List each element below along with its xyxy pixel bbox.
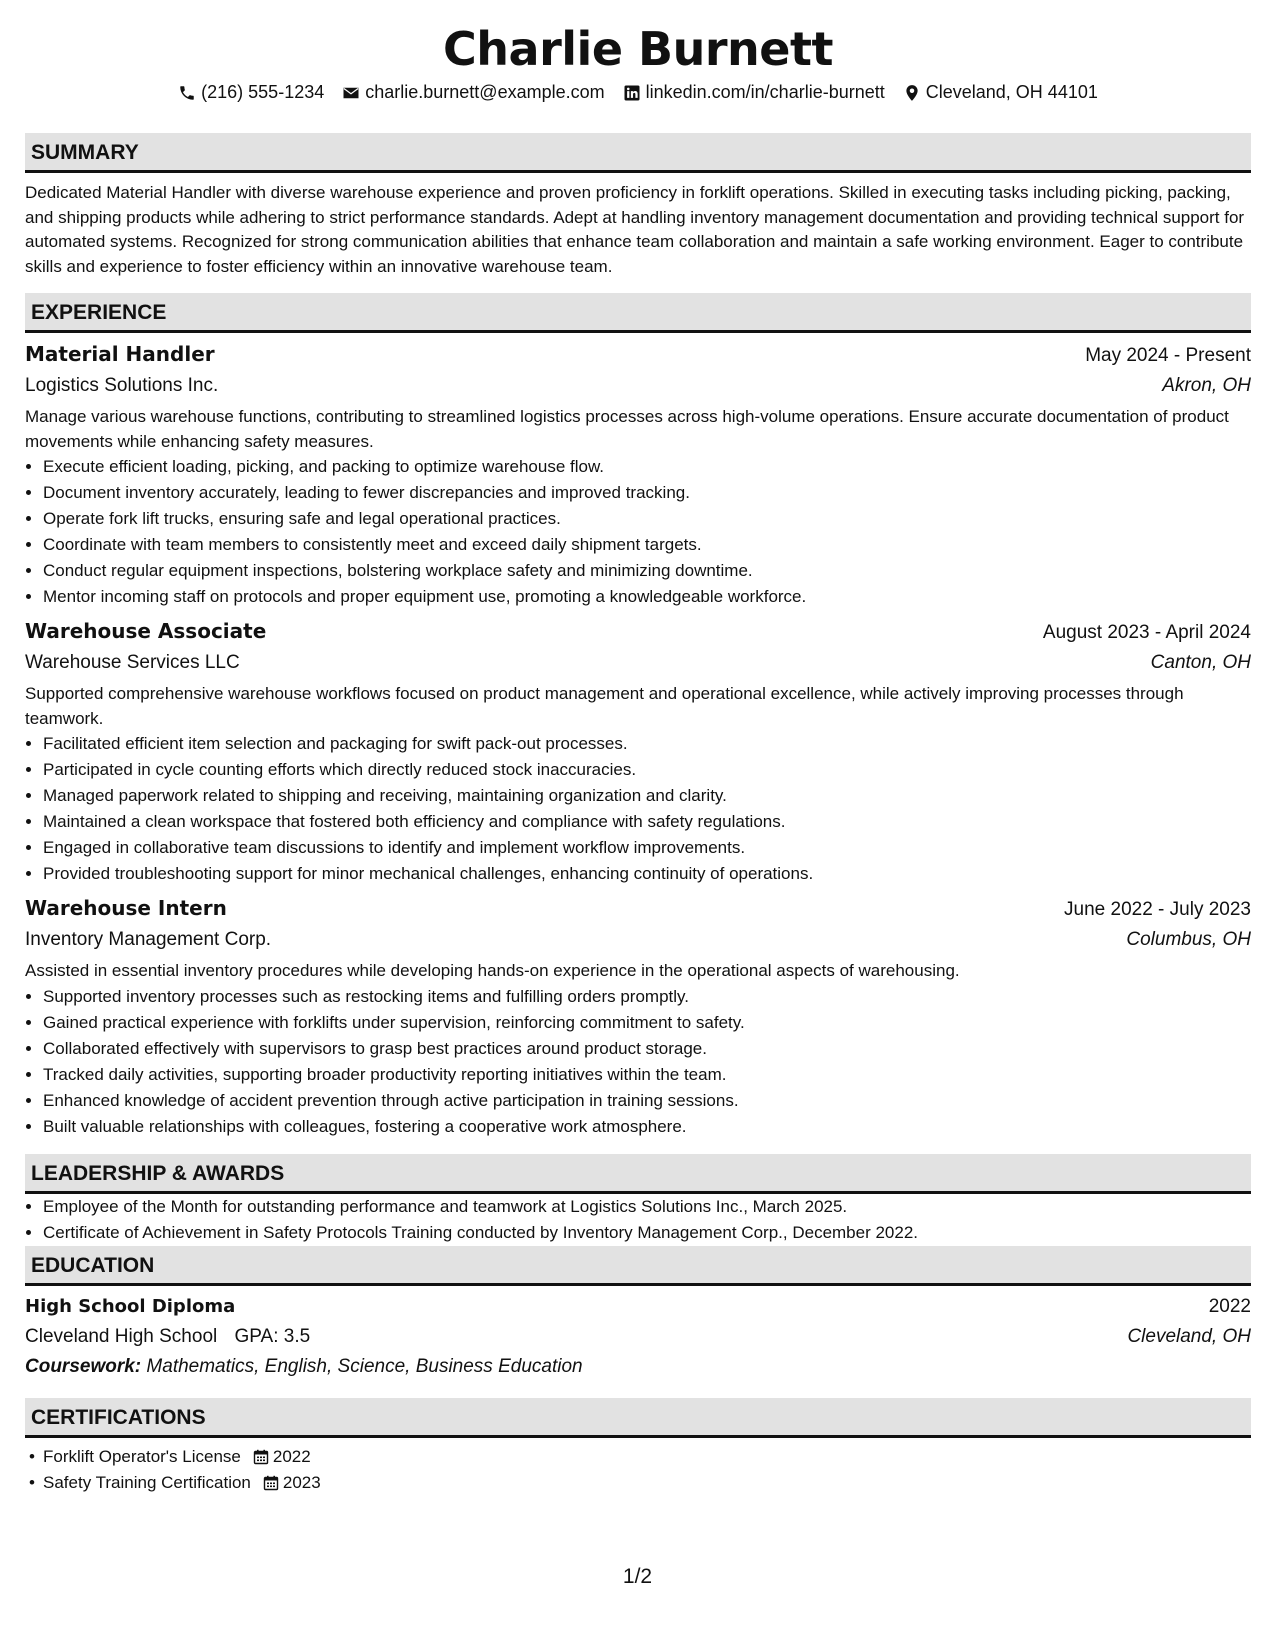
job-bullet: • Facilitated efficient item selection and packaging for swift pack-out processes. xyxy=(43,731,1251,757)
certification-item xyxy=(43,1444,1251,1470)
job-dates: May 2024 - Present xyxy=(1085,345,1251,366)
linkedin-icon xyxy=(623,84,641,102)
job-bullet: • Collaborated effectively with supervisors to grasp best practices around product storage. xyxy=(43,1036,1251,1062)
job-bullets xyxy=(25,454,1251,610)
graduation-year: 2022 xyxy=(1208,1295,1251,1317)
certification-name: • Safety Training Certification xyxy=(43,1472,251,1492)
location-text: Cleveland, OH 44101 xyxy=(925,82,1098,102)
job-dates: August 2023 - April 2024 xyxy=(1042,622,1251,643)
job-bullet: • Operate fork lift trucks, ensuring safe and legal operational practices. xyxy=(43,506,1251,532)
award-item: • Certificate of Achievement in Safety Protocols Training conducted by Inventory Management Corp., December 2022. xyxy=(43,1220,1251,1246)
contact-email[interactable] xyxy=(342,82,604,103)
coursework-list: Mathematics, English, Science, Business Education xyxy=(146,1355,583,1377)
job-company: Warehouse Services LLC xyxy=(25,652,240,673)
summary-text: Dedicated Material Handler with diverse warehouse experience and proven proficiency in forklift operations. Skilled in executing tasks including picking, packing, and shipping products while adhering to strict performance standards. Adept at handling inventory management documentation and providing technical support for automated systems. Recognized for strong communication abilities that enhance team collaboration and maintain a safe working environment. Eager to contribute skills and experience to foster efficiency within an innovative warehouse team. xyxy=(25,183,1245,276)
job-bullet: • Participated in cycle counting efforts which directly reduced stock inaccuracies. xyxy=(43,757,1251,783)
job-location: Akron, OH xyxy=(1162,375,1251,396)
contact-bar xyxy=(25,82,1251,103)
certification-year: 2022 xyxy=(272,1446,311,1466)
coursework xyxy=(25,1352,1251,1382)
calendar-icon xyxy=(263,1475,279,1491)
job-bullets xyxy=(25,984,1251,1140)
job-bullet: • Provided troubleshooting support for minor mechanical challenges, enhancing continuity of operations. xyxy=(43,861,1251,887)
page-number: 1/2 xyxy=(622,1565,653,1588)
job-bullet: • Gained practical experience with forklifts under supervision, reinforcing commitment to safety. xyxy=(43,1010,1251,1036)
resume-page xyxy=(25,0,1251,1496)
job-entry xyxy=(25,893,1251,1140)
degree-title: High School Diploma xyxy=(25,1295,236,1317)
job-entry xyxy=(25,339,1251,610)
job-description: Supported comprehensive warehouse workflows focused on product management and operational excellence, while actively improving processes through teamwork. xyxy=(25,684,1184,728)
job-bullet: • Conduct regular equipment inspections, bolstering workplace safety and minimizing downtime. xyxy=(43,558,1251,584)
coursework-label: Coursework: xyxy=(25,1355,142,1377)
job-company: Inventory Management Corp. xyxy=(25,929,272,950)
job-location: Canton, OH xyxy=(1150,652,1251,673)
section-header-leadership: LEADERSHIP & AWARDS xyxy=(25,1154,1251,1194)
contact-location xyxy=(903,82,1098,103)
job-title: Warehouse Associate xyxy=(25,619,267,643)
gpa: GPA: 3.5 xyxy=(234,1325,311,1347)
phone-text: (216) 555-1234 xyxy=(201,82,325,102)
job-bullet: • Managed paperwork related to shipping and receiving, maintaining organization and clarity. xyxy=(43,783,1251,809)
job-bullet: • Enhanced knowledge of accident prevention through active participation in training sessions. xyxy=(43,1088,1251,1114)
certification-item xyxy=(43,1470,1251,1496)
school-location: Cleveland, OH xyxy=(1127,1325,1251,1347)
job-description: Manage various warehouse functions, contributing to streamlined logistics processes across high-volume operations. Ensure accurate documentation of product movements while enhancing safety measures. xyxy=(25,407,1229,451)
contact-phone[interactable] xyxy=(178,82,324,103)
job-bullet: • Engaged in collaborative team discussions to identify and implement workflow improvements. xyxy=(43,835,1251,861)
job-bullet: • Document inventory accurately, leading to fewer discrepancies and improved tracking. xyxy=(43,480,1251,506)
job-title: Material Handler xyxy=(25,342,215,366)
section-header-certifications: CERTIFICATIONS xyxy=(25,1398,1251,1438)
job-company: Logistics Solutions Inc. xyxy=(25,375,219,396)
job-bullet: • Maintained a clean workspace that fostered both efficiency and compliance with safety regulations. xyxy=(43,809,1251,835)
job-bullet: • Supported inventory processes such as restocking items and fulfilling orders promptly. xyxy=(43,984,1251,1010)
awards-list xyxy=(25,1194,1251,1246)
phone-icon xyxy=(178,84,196,102)
contact-linkedin[interactable] xyxy=(623,82,885,103)
job-dates: June 2022 - July 2023 xyxy=(1064,899,1251,920)
section-header-education: EDUCATION xyxy=(25,1246,1251,1286)
envelope-icon xyxy=(342,84,360,102)
job-entry xyxy=(25,616,1251,887)
job-bullets xyxy=(25,731,1251,887)
job-bullet: • Coordinate with team members to consistently meet and exceed daily shipment targets. xyxy=(43,532,1251,558)
job-location: Columbus, OH xyxy=(1126,929,1251,950)
map-pin-icon xyxy=(903,84,921,102)
job-bullet: • Built valuable relationships with colleagues, fostering a cooperative work atmosphere. xyxy=(43,1114,1251,1140)
education-entry xyxy=(25,1292,1251,1382)
school-name: Cleveland High School xyxy=(25,1325,218,1347)
job-description: Assisted in essential inventory procedures while developing hands-on experience in the operational aspects of warehousing. xyxy=(25,961,960,980)
calendar-icon xyxy=(253,1449,269,1465)
award-item: • Employee of the Month for outstanding performance and teamwork at Logistics Solutions Inc., March 2025. xyxy=(43,1194,1251,1220)
section-header-summary: SUMMARY xyxy=(25,133,1251,173)
candidate-name: Charlie Burnett xyxy=(443,22,833,76)
email-text: charlie.burnett@example.com xyxy=(365,82,605,102)
job-bullet: • Execute efficient loading, picking, and packing to optimize warehouse flow. xyxy=(43,454,1251,480)
job-title: Warehouse Intern xyxy=(25,896,227,920)
linkedin-text: linkedin.com/in/charlie-burnett xyxy=(645,82,885,102)
certification-name: • Forklift Operator's License xyxy=(43,1446,241,1466)
job-bullet: • Tracked daily activities, supporting broader productivity reporting initiatives within the team. xyxy=(43,1062,1251,1088)
section-header-experience: EXPERIENCE xyxy=(25,293,1251,333)
job-bullet: • Mentor incoming staff on protocols and proper equipment use, promoting a knowledgeable workforce. xyxy=(43,584,1251,610)
certifications-list xyxy=(25,1444,1251,1496)
certification-year: 2023 xyxy=(282,1472,321,1492)
